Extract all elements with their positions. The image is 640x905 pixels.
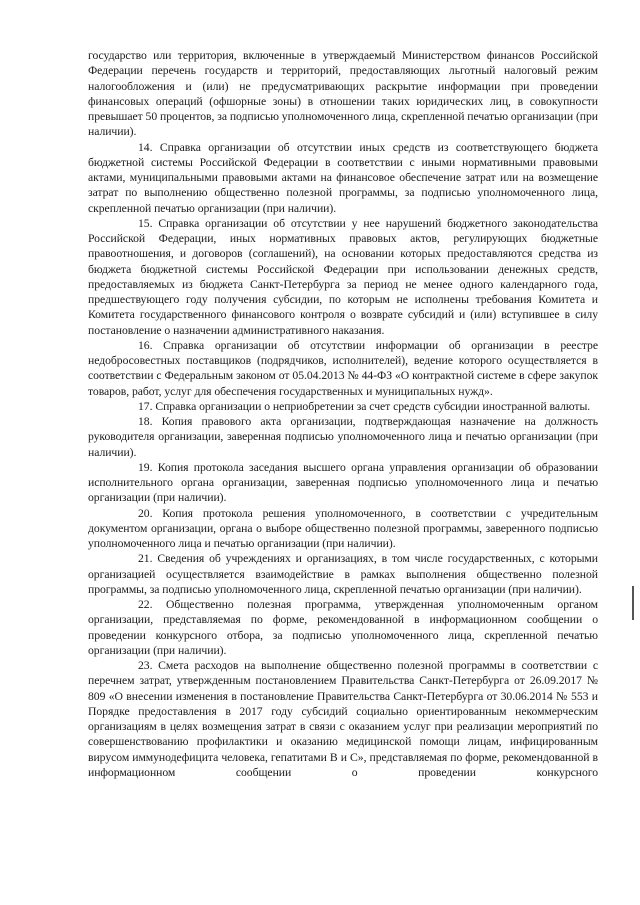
paragraph-item-15: 15. Справка организации об отсутствии у нее нарушений бюджетного законодательства Российской Федерации, иных нормативных правовых актов, регулирующих бюджетные правоотношения, и договоров (соглашений), на основании которых предоставляются средства из бюджета бюджетной системы Российской Федерации при использовании денежных средств, предоставляемых из бюджета Санкт-Петербурга за период не менее одного календарного года, предшествующего году получения субсидии, по которым не исполнены требования Комитета и Комитета государственного финансового контроля о возврате субсидий и (или) вступившее в силу постановление о назначении административного наказания. [88,216,598,337]
scan-edge-mark [632,586,634,620]
paragraph-item-16: 16. Справка организации об отсутствии информации об организации в реестре недобросовестных поставщиков (подрядчиков, исполнителей), ведение которого осуществляется в соответствии с Федеральным законом от 05.04.2013 № 44-ФЗ «О контрактной системе в сфере закупок товаров, работ, услуг для обеспечения государственных и муниципальных нужд». [88,338,598,398]
paragraph-item-18: 18. Копия правового акта организации, подтверждающая назначение на должность руководителя организации, заверенная подписью уполномоченного лица и печатью организации (при наличии). [88,415,598,459]
paragraph-item-23: 23. Смета расходов на выполнение общественно полезной программы в соответствии с перечнем затрат, утвержденным постановлением Правительства Санкт-Петербурга от 26.09.2017 № 809 «О внесении изменения в постановление Правительства Санкт-Петербурга от 30.06.2014 № 553 и Порядке предоставления в 2017 году субсидий социально ориентированным некоммерческим организациям в целях возмещения затрат в связи с оказанием услуг при реализации мероприятий по совершенствованию профилактики и оказанию медицинской помощи лицам, инфицированным вирусом иммунодефицита человека, гепатитами В и С», представляемая по форме, рекомендованной в информационном сообщении о проведении конкурсного [88,659,598,779]
paragraph-item-14: 14. Справка организации об отсутствии иных средств из соответствующего бюджета бюджетной системы Российской Федерации в соответствии с иными нормативными правовыми актами, муниципальными правовыми актами на финансовое обеспечение затрат или на возмещение затрат по выполнению общественно полезной программы, за подписью уполномоченного лица, скрепленной печатью организации (при наличии). [88,140,598,215]
paragraph-item-22: 22. Общественно полезная программа, утвержденная уполномоченным органом организации, представляемая по форме, рекомендованной в информационном сообщении о проведении конкурсного отбора, за подписью уполномоченного лица, скрепленной печатью организации (при наличии). [88,598,598,657]
paragraph-continuation: государство или территория, включенные в утверждаемый Министерством финансов Российской Федерации перечень государств и территорий, предоставляющих льготный налоговый режим налогообложения и (или) не предусматривающих раскрытие информации при проведении финансовых операций (офшорные зоны) в отношении таких юридических лиц, в совокупности превышает 50 процентов, за подписью уполномоченного лица, скрепленной печатью организации (при наличии). [88,49,598,139]
paragraph-item-21: 21. Сведения об учреждениях и организациях, в том числе государственных, с которыми организацией осуществляется взаимодействие в рамках выполнения общественно полезной программы, за подписью уполномоченного лица, скрепленной печатью организации (при наличии). [88,552,598,596]
document-body [88,48,598,780]
paragraph-item-17: 17. Справка организации о неприобретении за счет средств субсидии иностранной валюты. [138,399,591,413]
paragraph-item-19: 19. Копия протокола заседания высшего органа управления организации об образовании исполнительного органа организации, заверенная подписью уполномоченного лица и печатью организации (при наличии). [88,460,598,505]
paragraph-item-20: 20. Копия протокола решения уполномоченного, в соответствии с учредительным документом организации, органа о выборе общественно полезной программы, заверенного подписью уполномоченного лица и печатью организации (при наличии). [88,506,598,550]
